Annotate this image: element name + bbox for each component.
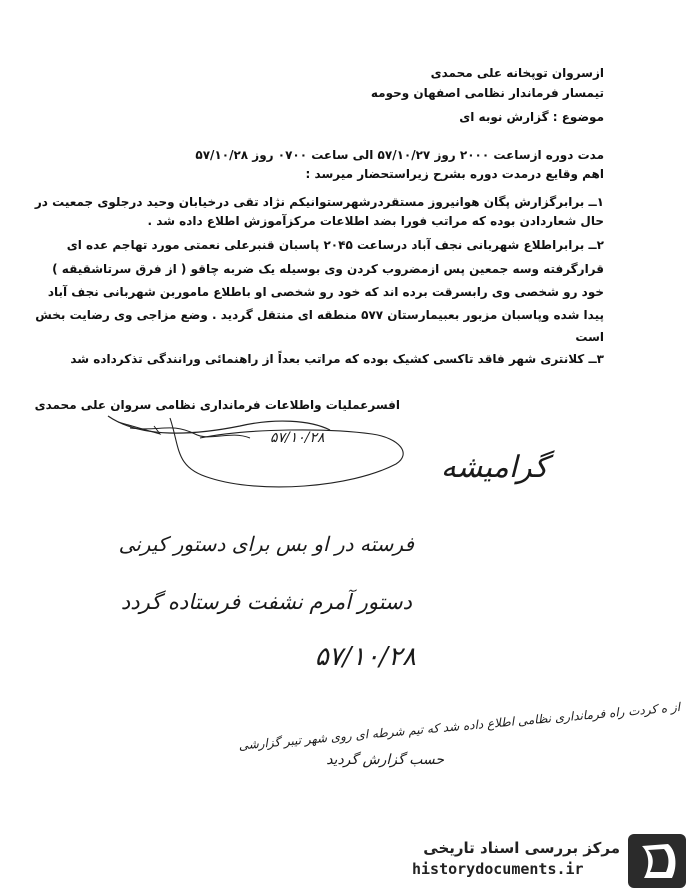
archive-logo-icon [628, 834, 686, 888]
signature-date: ۵۷/۱۰/۲۸ [270, 430, 325, 446]
report-summary: اهم وقایع درمدت دوره بشرح زیراستحضار میرسد : [305, 167, 604, 181]
item-2-line-3: خود رو شخصی وی رابسرقت برده اند که خود رو شخصی او باطلاع ماموربن شهربانی نجف آباد [47, 285, 604, 299]
handwritten-line-3: دستور آمرم نشفت فرستاده گردد [120, 590, 412, 614]
handwritten-line-2: فرسته در او بس برای دستور کیرنی [118, 532, 414, 556]
item-2-line-1: ۲ــ برابراطلاع شهربانی نجف آباد درساعت ۲۰۴۵ پاسبان قنبرعلی نعمتی مورد تهاجم عده ای [66, 238, 604, 252]
item-3-line-1: ۳ــ کلانتری شهر فاقد تاکسی کشیک بوده که مراتب بعداً از راهنمائی ورانندگی تذکرداده شد [70, 352, 604, 366]
handwritten-date: ۵۷/۱۰/۲۸ [314, 642, 416, 672]
item-2-line-2: قرارگرفته وسه جمعین پس ازمضروب کردن وی بوسیله یک ضربه چاقو ( از فرق سرتاشقیقه ) [52, 262, 604, 276]
header-subject: موضوع : گزارش نوبه ای [459, 110, 604, 124]
item-1-line-1: ۱ــ برابرگزارش پگان هوانیروز مستقردرشهرستوانیکم نژاد تقی درخیابان وحید درجلوی جمعیت در [34, 195, 604, 209]
handwritten-line-5: از ه کردت راه فرمانداری نظامی اطلاع داده شد که تیم شرطه ای روی شهر تیبر گزارشی [238, 700, 681, 753]
handwritten-line-1: گرامیشه [440, 450, 548, 485]
signature-scribble [100, 408, 420, 498]
archive-footer [412, 838, 620, 880]
archive-url[interactable]: historydocuments.ir [412, 860, 584, 878]
header-to: تیمسار فرماندار نظامی اصفهان وحومه [370, 86, 604, 100]
item-2-line-5: است [575, 330, 604, 344]
item-2-line-4: پیدا شده وپاسبان مزبور بعبیمارستان ۵۷۷ منطقه ای منتقل گردید . وضع مزاجی وی رضایت بخش [35, 308, 604, 322]
archive-name: مرکز بررسی اسناد تاریخی [423, 839, 620, 857]
item-1-line-2: حال شعاردادن بوده که مراتب فورا بضد اطلاعات مرکزآموزش اطلاع داده شد . [147, 214, 604, 228]
header-from: ازسروان توپخانه علی محمدی [430, 66, 604, 80]
report-period: مدت دوره ازساعت ۲۰۰۰ روز ۵۷/۱۰/۲۷ الی ساعت ۰۷۰۰ روز ۵۷/۱۰/۲۸ [195, 148, 604, 162]
signature-title: افسرعملیات واطلاعات فرمانداری نظامی سروان علی محمدی [34, 398, 400, 412]
handwritten-line-6: حسب گزارش گردید [326, 752, 444, 768]
